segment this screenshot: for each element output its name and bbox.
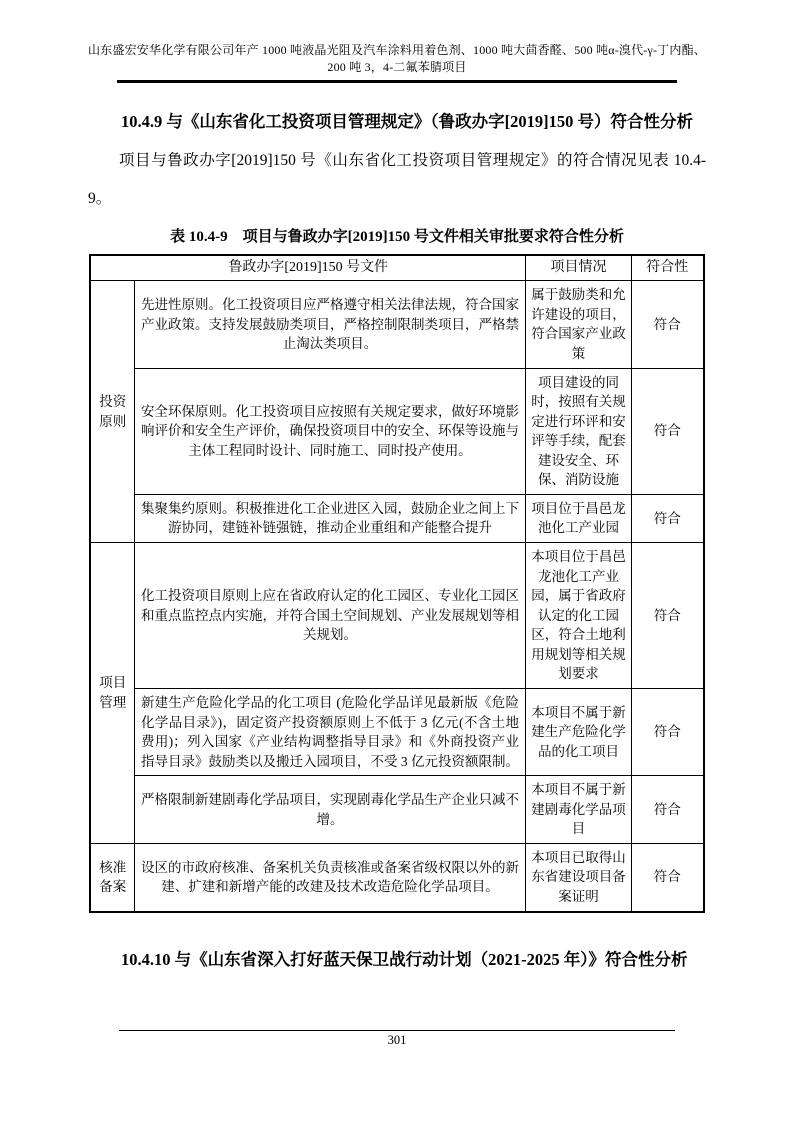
- page-body: [88, 101, 706, 980]
- compliance-cell: 符合: [632, 281, 704, 368]
- column-header-project: 项目情况: [526, 255, 632, 281]
- table-title: 表 10.4-9 项目与鲁政办字[2019]150 号文件相关审批要求符合性分析: [170, 229, 624, 245]
- table-row: [90, 281, 703, 368]
- page-number: 301: [387, 1033, 407, 1047]
- table-row: [90, 843, 703, 911]
- column-header-compliance: 符合性: [632, 255, 704, 281]
- section-heading-10-4-9: 10.4.9 与《山东省化工投资项目管理规定》（鲁政办字[2019]150 号）符合性分析: [121, 112, 693, 131]
- situation-cell: 属于鼓励类和允许建设的项目，符合国家产业政策: [526, 281, 632, 368]
- situation-cell: 项目建设的同时，按照有关规定进行环评和安评等手续，配套建设安全、环保、消防设施: [526, 368, 632, 494]
- requirement-cell: 先进性原则。化工投资项目应严格遵守相关法律法规，符合国家产业政策。支持发展鼓励类项目，严格控制限制类项目，严格禁止淘汰类项目。: [134, 281, 525, 368]
- section-heading-10-4-10: 10.4.10 与《山东省深入打好蓝天保卫战行动计划（2021-2025 年）》符合性分析: [121, 949, 688, 969]
- header-rule: [117, 80, 677, 83]
- requirement-cell: 设区的市政府核准、备案机关负责核准或备案省级权限以外的新建、扩建和新增产能的改建及技术改造危险化学品项目。: [134, 843, 525, 911]
- compliance-cell: 符合: [632, 494, 704, 542]
- group-label-project-management: 项目管理: [90, 543, 134, 844]
- situation-cell: 本项目不属于新建生产危险化学品的化工项目: [526, 688, 632, 775]
- compliance-table: [89, 254, 704, 913]
- table-row: [90, 776, 703, 844]
- table-row: [90, 688, 703, 775]
- compliance-cell: 符合: [632, 688, 704, 775]
- page-footer: [0, 1030, 794, 1048]
- column-header-document: 鲁政办字[2019]150 号文件: [90, 255, 525, 281]
- situation-cell: 本项目已取得山东省建设项目备案证明: [526, 843, 632, 911]
- compliance-cell: 符合: [632, 368, 704, 494]
- intro-paragraph: 项目与鲁政办字[2019]150 号《山东省化工投资项目管理规定》的符合情况见表 10.4-9。: [88, 152, 706, 207]
- page-header: [0, 0, 794, 83]
- compliance-cell: 符合: [632, 543, 704, 689]
- requirement-cell: 安全环保原则。化工投资项目应按照有关规定要求，做好环境影响评价和安全生产评价，确保投资项目中的安全、环保等设施与主体工程同时设计、同时施工、同时投产使用。: [134, 368, 525, 494]
- situation-cell: 项目位于昌邑龙池化工产业园: [526, 494, 632, 542]
- footer-rule: [119, 1030, 675, 1031]
- table-row: [90, 543, 703, 689]
- requirement-cell: 新建生产危险化学品的化工项目 (危险化学品详见最新版《危险化学品目录》)，固定资产投资额原则上不低于 3 亿元(不含土地费用)；列入国家《产业结构调整指导目录》和《外商投资产业指导目录》鼓励类以及搬迁入园项目，不受 3 亿元投资额限制。: [134, 688, 525, 775]
- situation-cell: 本项目位于昌邑龙池化工产业园，属于省政府认定的化工园区，符合土地利用规划等相关规划要求: [526, 543, 632, 689]
- table-row: [90, 368, 703, 494]
- group-label-approval-filing: 核准备案: [90, 843, 134, 911]
- table-header-row: [90, 255, 703, 281]
- requirement-cell: 集聚集约原则。积极推进化工企业进区入园，鼓励企业之间上下游协同，建链补链强链，推动企业重组和产能整合提升: [134, 494, 525, 542]
- compliance-cell: 符合: [632, 776, 704, 844]
- compliance-cell: 符合: [632, 843, 704, 911]
- requirement-cell: 严格限制新建剧毒化学品项目，实现剧毒化学品生产企业只减不增。: [134, 776, 525, 844]
- group-label-investment-principles: 投资原则: [90, 281, 134, 543]
- situation-cell: 本项目不属于新建剧毒化学品项目: [526, 776, 632, 844]
- requirement-cell: 化工投资项目原则上应在省政府认定的化工园区、专业化工园区和重点监控点内实施，并符合国土空间规划、产业发展规划等相关规划。: [134, 543, 525, 689]
- header-title: 山东盛宏安华化学有限公司年产 1000 吨液晶光阻及汽车涂料用着色剂、1000 吨大茴香醛、500 吨α-溴代-γ-丁内酯、200 吨 3，4-二氟苯腈项目: [88, 43, 706, 74]
- table-row: [90, 494, 703, 542]
